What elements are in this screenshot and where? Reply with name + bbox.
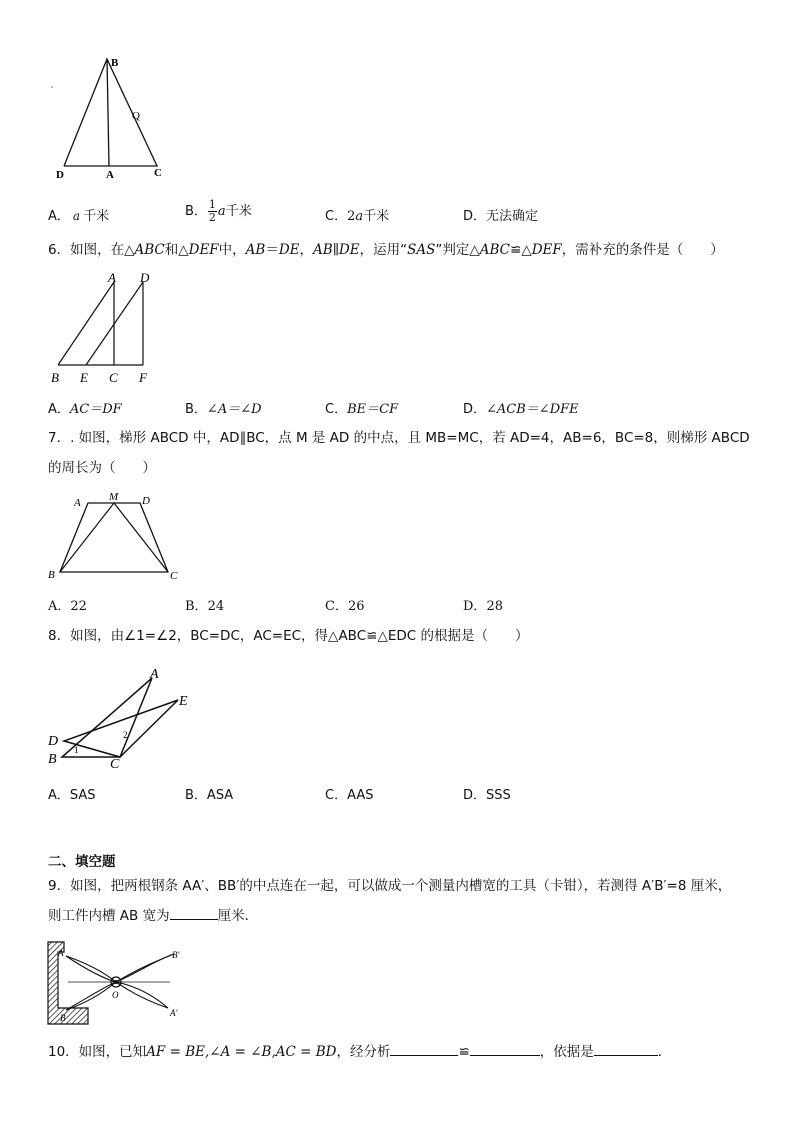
q8-label-c: C	[110, 757, 120, 772]
q7-stem-line1: 7．. 如图，梯形 ABCD 中，AD∥BC，点 M 是 AD 的中点，且 MB=MC，若 AD=4，AB=6，BC=8，则梯形 ABCD	[48, 430, 750, 446]
q8-label-b: B	[48, 752, 57, 767]
q6-option-c[interactable]: C．BE＝CF	[325, 402, 399, 417]
q5-option-b[interactable]: B． $\frac{1}{2}$ a千米	[185, 198, 252, 224]
q10-stem: 10．如图，已知AF = BE,∠A = ∠B,AC = BD，经分析 ≌ ，依据是 ．	[48, 1040, 758, 1064]
q9-label-a: A	[58, 948, 64, 958]
q7-label-m: M	[109, 491, 119, 503]
q5-label-d: D	[56, 169, 64, 181]
q9-label-a-prime: A′	[170, 1008, 178, 1018]
q8-label-d: D	[48, 734, 59, 749]
fraction-one-half: $\frac{1}{2}$	[208, 198, 216, 224]
q7-option-b[interactable]: B．24	[185, 599, 225, 614]
q10-blank-3[interactable]	[594, 1041, 658, 1056]
q8-option-d[interactable]: D．SSS	[463, 788, 511, 803]
q7-figure	[44, 488, 184, 584]
q7-label-b: B	[48, 569, 55, 581]
q9-label-b: B	[60, 1013, 66, 1023]
q8-option-a[interactable]: A．SAS	[48, 788, 96, 803]
q7-label-a: A	[74, 497, 81, 509]
q5-option-a[interactable]: A． a 千米	[48, 209, 110, 224]
q6-option-a[interactable]: A．AC＝DF	[48, 402, 122, 417]
q6-label-e: E	[80, 370, 88, 385]
q9-stem-line1: 9．如图，把两根钢条 AA′、BB′的中点连在一起，可以做成一个测量内槽宽的工具（卡钳），若测得 A′B′=8 厘米，	[48, 878, 732, 894]
q6-option-b[interactable]: B．∠A＝∠D	[185, 402, 262, 417]
q5-option-c[interactable]: C．2a千米	[325, 209, 390, 224]
q8-label-angle2: 2	[123, 730, 128, 740]
q8-option-b[interactable]: B．ASA	[185, 788, 234, 803]
q6-label-f: F	[139, 370, 147, 385]
q10-blank-2[interactable]	[470, 1041, 540, 1056]
section-title-fill-in: 二、填空题	[48, 854, 116, 870]
q5-label-a: A	[106, 169, 114, 181]
q8-label-e: E	[179, 694, 188, 709]
q5-option-d[interactable]: D．无法确定	[463, 209, 539, 224]
q5-figure	[44, 50, 174, 185]
q6-option-d[interactable]: D．∠ACB＝∠DFE	[463, 402, 579, 417]
q8-option-c[interactable]: C．AAS	[325, 788, 374, 803]
q9-answer-blank[interactable]	[170, 905, 218, 920]
q5-label-side: Q	[132, 110, 140, 122]
q6-figure	[44, 268, 164, 390]
q9-label-o: O	[112, 990, 119, 1000]
q7-stem-line2: 的周长为（ ）	[48, 460, 156, 476]
q6-label-b: B	[51, 370, 59, 385]
q7-option-d[interactable]: D．28	[463, 599, 503, 614]
q6-label-c: C	[109, 370, 118, 385]
q9-stem-line2: 则工件内槽 AB 宽为 厘米．	[48, 904, 758, 928]
q8-label-a: A	[150, 667, 159, 682]
q9-figure	[44, 938, 194, 1030]
q7-option-a[interactable]: A．22	[48, 599, 87, 614]
q6-label-a: A	[108, 270, 116, 285]
q7-label-c: C	[170, 570, 178, 582]
q7-option-c[interactable]: C．26	[325, 599, 365, 614]
q8-figure	[44, 660, 204, 772]
q5-label-b: B	[111, 57, 119, 69]
q6-stem: 6．如图，在△ABC和△DEF中，AB＝DE，AB∥DE，运用“SAS”判定△ABC≌△DEF，需补充的条件是（ ）	[48, 242, 724, 258]
q9-label-b-prime: B′	[172, 950, 180, 960]
q8-stem: 8．如图，由∠1=∠2，BC=DC，AC=EC，得△ABC≌△EDC 的根据是（ ）	[48, 628, 529, 644]
q8-label-angle1: 1	[74, 745, 79, 755]
q10-blank-1[interactable]	[390, 1041, 458, 1056]
q5-label-c: C	[154, 167, 162, 179]
q7-label-d: D	[142, 495, 150, 507]
q6-label-d: D	[140, 270, 150, 285]
